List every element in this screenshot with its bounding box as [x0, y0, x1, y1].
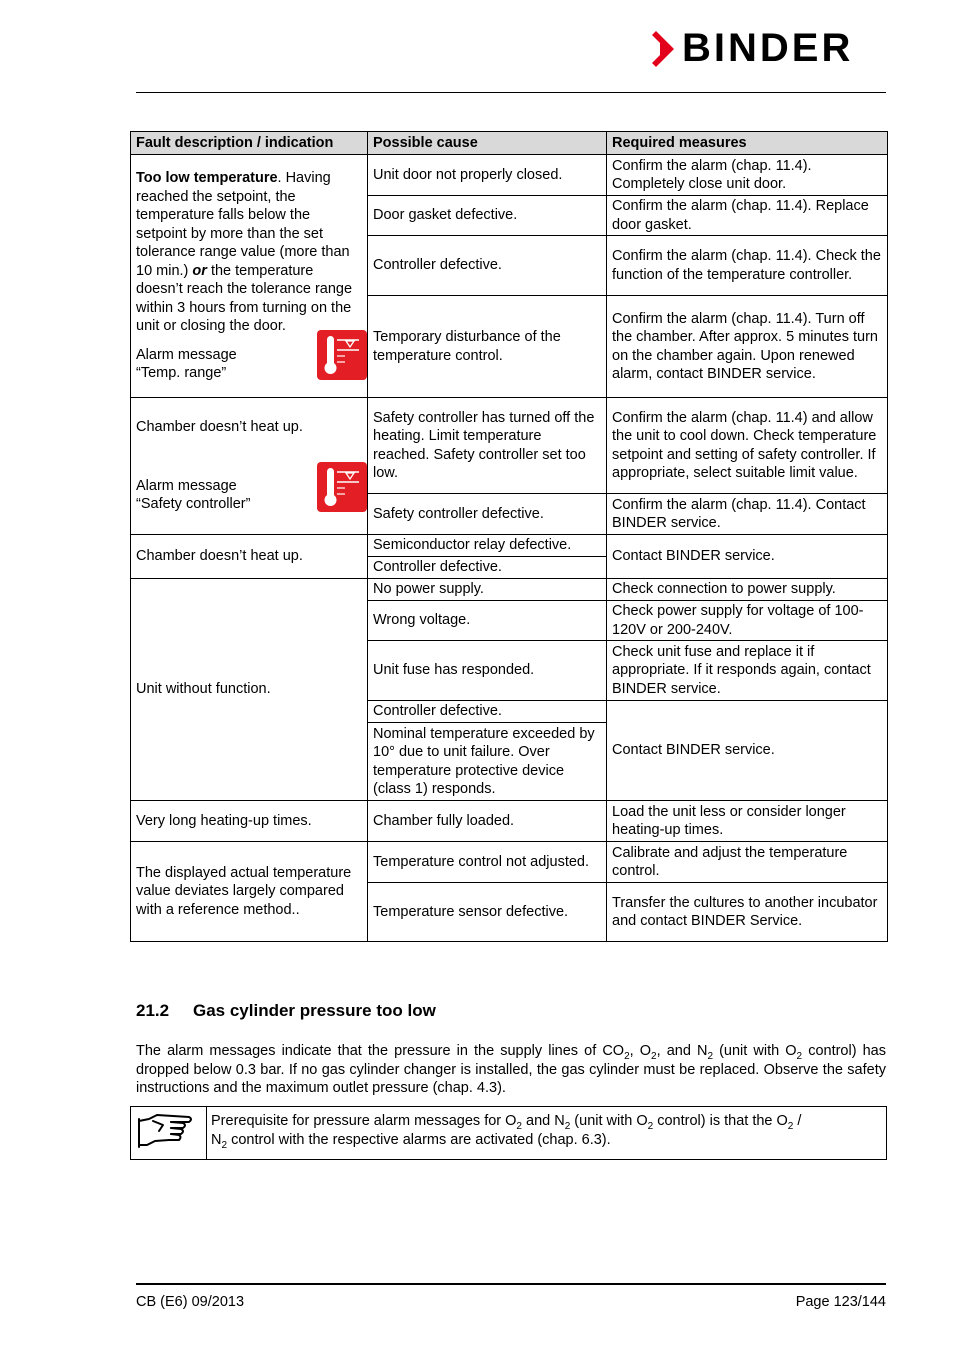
measure: Contact BINDER service. [607, 701, 888, 801]
measure: Contact BINDER service. [607, 535, 888, 579]
header-measures: Required measures [607, 132, 888, 155]
temperature-alarm-icon [317, 330, 367, 380]
footer-page-number: Page 123/144 [795, 1294, 886, 1310]
note-text: Prerequisite for pressure alarm messages for $O_2$ and $N_2$ (unit with $O_2$ control) is that the $O_2$ / $N_2$ control with the respective alarms are activated (chap. 6.3). [211, 1113, 802, 1151]
table-row [131, 535, 888, 557]
cause: Temporary disturbance of the temperature control. [368, 296, 607, 398]
measure: Confirm the alarm (chap. 11.4) and allow the unit to cool down. Check temperature setpoint and setting of safety controller. If appropriate, select suitable limit value. [607, 398, 888, 494]
measure: Calibrate and adjust the temperature control. [607, 842, 888, 883]
fault-temperature-deviation: The displayed actual temperature value deviates largely compared with a reference method.. [131, 842, 368, 942]
fault-description: Too low temperature. Having reached the setpoint, the temperature falls below the setpoint by more than the set tolerance range value (more than 10 min.) or the temperature doesn’t reach the tolerance range within 3 hours from turning on the unit or closing the door. [136, 170, 353, 335]
fault-long-heating: Very long heating-up times. [131, 801, 368, 842]
cause: Unit fuse has responded. [368, 641, 607, 701]
measure: Confirm the alarm (chap. 11.4). Turn off the chamber. After approx. 5 minutes turn on the chamber again. Upon renewed alarm, contact BINDER service. [607, 296, 888, 398]
cause: Temperature control not adjusted. [368, 842, 607, 883]
binder-chevron-icon [652, 31, 678, 67]
cause: Safety controller defective. [368, 494, 607, 535]
header-cause: Possible cause [368, 132, 607, 155]
measure: Check power supply for voltage of 100-120V or 200-240V. [607, 601, 888, 641]
measure: Confirm the alarm (chap. 11.4). Contact BINDER service. [607, 494, 888, 535]
section-paragraph: The alarm messages indicate that the pressure in the supply lines of $CO_2$, $O_2$, and $N_2$ (unit with $O_2$ control) has dropped below 0.3 bar. If no gas cylinder changer is installed, the gas cylinder must be replaced. Observe the safety instructions and the maximum outlet pressure (chap. 4.3). [136, 1043, 887, 1096]
measure: Load the unit less or consider longer heating-up times. [607, 801, 888, 842]
cause: Controller defective. [368, 236, 607, 296]
cause: Nominal temperature exceeded by 10° due to unit failure. Over temperature protective device (class 1) responds. [368, 723, 607, 801]
note-box [130, 1106, 887, 1160]
cause: Temperature sensor defective. [368, 883, 607, 942]
measure: Transfer the cultures to another incubator and contact BINDER Service. [607, 883, 888, 942]
table-row [131, 398, 888, 494]
header-fault: Fault description / indication [131, 132, 368, 155]
header-rule [136, 92, 886, 93]
measure: Check connection to power supply. [607, 579, 888, 601]
alarm-message: Alarm message “Temp. range” [136, 346, 362, 383]
measure: Check unit fuse and replace it if appropriate. If it responds again, contact BINDER service. [607, 641, 888, 701]
fault-description: Chamber doesn’t heat up. [136, 419, 303, 436]
measure: Confirm the alarm (chap. 11.4). Completely close unit door. [607, 155, 888, 196]
table-row [131, 155, 888, 196]
cause: No power supply. [368, 579, 607, 601]
measure: Confirm the alarm (chap. 11.4). Replace door gasket. [607, 196, 888, 236]
fault-unit-without-function: Unit without function. [131, 579, 368, 801]
fault-chamber-no-heat-safety [131, 398, 368, 535]
section-heading: 21.2 Gas cylinder pressure too low [136, 1001, 436, 1020]
cause: Controller defective. [368, 701, 607, 723]
cause: Semiconductor relay defective. [368, 535, 607, 557]
footer-rule [136, 1283, 886, 1285]
cause: Chamber fully loaded. [368, 801, 607, 842]
fault-table [130, 131, 888, 942]
footer-doc-id: CB (E6) 09/2013 [136, 1294, 245, 1310]
brand-name: BINDER [682, 26, 854, 70]
cause: Safety controller has turned off the heating. Limit temperature reached. Safety controller set too low. [368, 398, 607, 494]
cause: Door gasket defective. [368, 196, 607, 236]
alarm-message: Alarm message “Safety controller” [136, 477, 362, 514]
measure: Confirm the alarm (chap. 11.4). Check the function of the temperature controller. [607, 236, 888, 296]
table-row [131, 801, 888, 842]
table-header-row [131, 132, 888, 155]
cause: Unit door not properly closed. [368, 155, 607, 196]
cause: Wrong voltage. [368, 601, 607, 641]
fault-too-low-temperature [131, 155, 368, 398]
table-row [131, 579, 888, 601]
binder-logo [652, 28, 888, 68]
pointing-hand-icon [131, 1107, 203, 1157]
safety-controller-alarm-icon [317, 462, 367, 512]
fault-chamber-no-heat: Chamber doesn’t heat up. [131, 535, 368, 579]
table-row [131, 842, 888, 883]
cause: Controller defective. [368, 557, 607, 579]
